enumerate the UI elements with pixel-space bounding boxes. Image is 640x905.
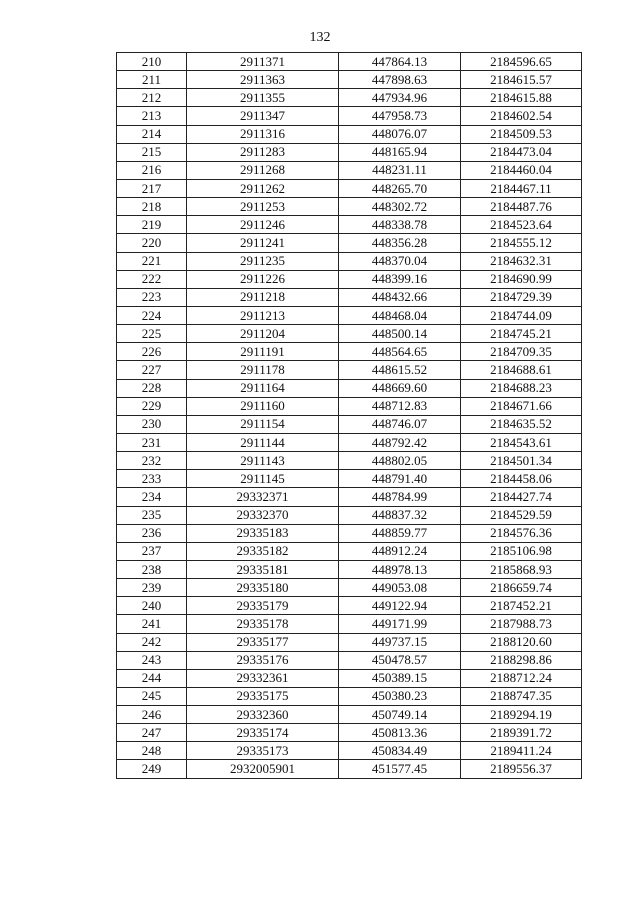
table-row [117, 706, 582, 724]
x-coordinate-cell: 450389.15 [339, 669, 461, 687]
y-coordinate-cell: 2187452.21 [461, 597, 582, 615]
row-number-cell: 239 [117, 579, 187, 597]
table-row [117, 597, 582, 615]
row-number-cell: 241 [117, 615, 187, 633]
row-number-cell: 216 [117, 161, 187, 179]
x-coordinate-cell: 447934.96 [339, 89, 461, 107]
x-coordinate-cell: 448564.65 [339, 343, 461, 361]
y-coordinate-cell: 2189391.72 [461, 724, 582, 742]
y-coordinate-cell: 2184709.35 [461, 343, 582, 361]
x-coordinate-cell: 448784.99 [339, 488, 461, 506]
y-coordinate-cell: 2184615.57 [461, 71, 582, 89]
coordinates-table-body [117, 53, 582, 779]
point-id-cell: 2911204 [187, 325, 339, 343]
table-row [117, 415, 582, 433]
point-id-cell: 29335177 [187, 633, 339, 651]
point-id-cell: 2911316 [187, 125, 339, 143]
row-number-cell: 238 [117, 560, 187, 578]
y-coordinate-cell: 2187988.73 [461, 615, 582, 633]
x-coordinate-cell: 448356.28 [339, 234, 461, 252]
point-id-cell: 2911145 [187, 470, 339, 488]
y-coordinate-cell: 2189294.19 [461, 706, 582, 724]
row-number-cell: 231 [117, 433, 187, 451]
row-number-cell: 249 [117, 760, 187, 778]
row-number-cell: 211 [117, 71, 187, 89]
row-number-cell: 247 [117, 724, 187, 742]
table-row [117, 760, 582, 778]
table-row [117, 506, 582, 524]
x-coordinate-cell: 448468.04 [339, 306, 461, 324]
x-coordinate-cell: 448338.78 [339, 216, 461, 234]
y-coordinate-cell: 2184632.31 [461, 252, 582, 270]
x-coordinate-cell: 448791.40 [339, 470, 461, 488]
point-id-cell: 29335180 [187, 579, 339, 597]
point-id-cell: 2911355 [187, 89, 339, 107]
table-row [117, 488, 582, 506]
y-coordinate-cell: 2184688.23 [461, 379, 582, 397]
table-row [117, 288, 582, 306]
point-id-cell: 2911144 [187, 433, 339, 451]
point-id-cell: 2911241 [187, 234, 339, 252]
x-coordinate-cell: 450813.36 [339, 724, 461, 742]
table-row [117, 397, 582, 415]
table-row [117, 71, 582, 89]
point-id-cell: 29335174 [187, 724, 339, 742]
row-number-cell: 213 [117, 107, 187, 125]
y-coordinate-cell: 2188712.24 [461, 669, 582, 687]
x-coordinate-cell: 448978.13 [339, 560, 461, 578]
row-number-cell: 234 [117, 488, 187, 506]
row-number-cell: 228 [117, 379, 187, 397]
y-coordinate-cell: 2184690.99 [461, 270, 582, 288]
y-coordinate-cell: 2184688.61 [461, 361, 582, 379]
table-row [117, 687, 582, 705]
row-number-cell: 245 [117, 687, 187, 705]
y-coordinate-cell: 2189411.24 [461, 742, 582, 760]
point-id-cell: 2911218 [187, 288, 339, 306]
x-coordinate-cell: 448302.72 [339, 198, 461, 216]
y-coordinate-cell: 2185868.93 [461, 560, 582, 578]
x-coordinate-cell: 448165.94 [339, 143, 461, 161]
coordinates-table [116, 52, 582, 779]
table-row [117, 216, 582, 234]
point-id-cell: 29335175 [187, 687, 339, 705]
table-row [117, 53, 582, 71]
x-coordinate-cell: 448615.52 [339, 361, 461, 379]
row-number-cell: 223 [117, 288, 187, 306]
table-row [117, 107, 582, 125]
y-coordinate-cell: 2184671.66 [461, 397, 582, 415]
table-row [117, 270, 582, 288]
row-number-cell: 210 [117, 53, 187, 71]
point-id-cell: 2911226 [187, 270, 339, 288]
x-coordinate-cell: 448792.42 [339, 433, 461, 451]
table-row [117, 651, 582, 669]
point-id-cell: 29335181 [187, 560, 339, 578]
x-coordinate-cell: 448231.11 [339, 161, 461, 179]
x-coordinate-cell: 448802.05 [339, 452, 461, 470]
point-id-cell: 2911235 [187, 252, 339, 270]
y-coordinate-cell: 2184615.88 [461, 89, 582, 107]
row-number-cell: 235 [117, 506, 187, 524]
point-id-cell: 29335182 [187, 542, 339, 560]
x-coordinate-cell: 448265.70 [339, 179, 461, 197]
row-number-cell: 225 [117, 325, 187, 343]
x-coordinate-cell: 449122.94 [339, 597, 461, 615]
point-id-cell: 29335173 [187, 742, 339, 760]
row-number-cell: 248 [117, 742, 187, 760]
row-number-cell: 233 [117, 470, 187, 488]
x-coordinate-cell: 448712.83 [339, 397, 461, 415]
y-coordinate-cell: 2184460.04 [461, 161, 582, 179]
x-coordinate-cell: 448912.24 [339, 542, 461, 560]
y-coordinate-cell: 2184487.76 [461, 198, 582, 216]
point-id-cell: 29332371 [187, 488, 339, 506]
row-number-cell: 244 [117, 669, 187, 687]
row-number-cell: 215 [117, 143, 187, 161]
x-coordinate-cell: 447898.63 [339, 71, 461, 89]
point-id-cell: 29332361 [187, 669, 339, 687]
y-coordinate-cell: 2184555.12 [461, 234, 582, 252]
row-number-cell: 219 [117, 216, 187, 234]
y-coordinate-cell: 2184576.36 [461, 524, 582, 542]
y-coordinate-cell: 2184602.54 [461, 107, 582, 125]
table-row [117, 361, 582, 379]
point-id-cell: 2911154 [187, 415, 339, 433]
table-row [117, 125, 582, 143]
table-row [117, 470, 582, 488]
row-number-cell: 222 [117, 270, 187, 288]
y-coordinate-cell: 2188120.60 [461, 633, 582, 651]
table-row [117, 433, 582, 451]
table-row [117, 161, 582, 179]
y-coordinate-cell: 2184427.74 [461, 488, 582, 506]
row-number-cell: 217 [117, 179, 187, 197]
point-id-cell: 2911363 [187, 71, 339, 89]
y-coordinate-cell: 2184467.11 [461, 179, 582, 197]
table-row [117, 89, 582, 107]
point-id-cell: 2911191 [187, 343, 339, 361]
y-coordinate-cell: 2186659.74 [461, 579, 582, 597]
y-coordinate-cell: 2184596.65 [461, 53, 582, 71]
point-id-cell: 2911164 [187, 379, 339, 397]
y-coordinate-cell: 2184458.06 [461, 470, 582, 488]
table-row [117, 179, 582, 197]
point-id-cell: 2911178 [187, 361, 339, 379]
point-id-cell: 29335179 [187, 597, 339, 615]
row-number-cell: 243 [117, 651, 187, 669]
x-coordinate-cell: 447864.13 [339, 53, 461, 71]
x-coordinate-cell: 448746.07 [339, 415, 461, 433]
y-coordinate-cell: 2184543.61 [461, 433, 582, 451]
x-coordinate-cell: 448432.66 [339, 288, 461, 306]
point-id-cell: 2911143 [187, 452, 339, 470]
table-row [117, 724, 582, 742]
table-row [117, 325, 582, 343]
point-id-cell: 2911246 [187, 216, 339, 234]
y-coordinate-cell: 2184744.09 [461, 306, 582, 324]
row-number-cell: 227 [117, 361, 187, 379]
table-row [117, 524, 582, 542]
y-coordinate-cell: 2184729.39 [461, 288, 582, 306]
y-coordinate-cell: 2184529.59 [461, 506, 582, 524]
table-row [117, 234, 582, 252]
point-id-cell: 2911213 [187, 306, 339, 324]
x-coordinate-cell: 448837.32 [339, 506, 461, 524]
row-number-cell: 212 [117, 89, 187, 107]
point-id-cell: 2911347 [187, 107, 339, 125]
x-coordinate-cell: 449053.08 [339, 579, 461, 597]
y-coordinate-cell: 2189556.37 [461, 760, 582, 778]
y-coordinate-cell: 2184635.52 [461, 415, 582, 433]
table-row [117, 615, 582, 633]
table-row [117, 252, 582, 270]
row-number-cell: 232 [117, 452, 187, 470]
row-number-cell: 226 [117, 343, 187, 361]
x-coordinate-cell: 448500.14 [339, 325, 461, 343]
row-number-cell: 242 [117, 633, 187, 651]
x-coordinate-cell: 450478.57 [339, 651, 461, 669]
row-number-cell: 237 [117, 542, 187, 560]
x-coordinate-cell: 449171.99 [339, 615, 461, 633]
point-id-cell: 2911253 [187, 198, 339, 216]
point-id-cell: 2911371 [187, 53, 339, 71]
table-row [117, 542, 582, 560]
row-number-cell: 246 [117, 706, 187, 724]
table-row [117, 742, 582, 760]
table-row [117, 579, 582, 597]
point-id-cell: 29332360 [187, 706, 339, 724]
row-number-cell: 229 [117, 397, 187, 415]
x-coordinate-cell: 449737.15 [339, 633, 461, 651]
y-coordinate-cell: 2184509.53 [461, 125, 582, 143]
table-row [117, 560, 582, 578]
row-number-cell: 224 [117, 306, 187, 324]
x-coordinate-cell: 451577.45 [339, 760, 461, 778]
point-id-cell: 2911160 [187, 397, 339, 415]
y-coordinate-cell: 2188298.86 [461, 651, 582, 669]
x-coordinate-cell: 450380.23 [339, 687, 461, 705]
table-row [117, 143, 582, 161]
table-row [117, 343, 582, 361]
x-coordinate-cell: 448669.60 [339, 379, 461, 397]
table-row [117, 379, 582, 397]
y-coordinate-cell: 2185106.98 [461, 542, 582, 560]
row-number-cell: 220 [117, 234, 187, 252]
table-row [117, 198, 582, 216]
x-coordinate-cell: 450834.49 [339, 742, 461, 760]
row-number-cell: 214 [117, 125, 187, 143]
point-id-cell: 29335183 [187, 524, 339, 542]
point-id-cell: 2911262 [187, 179, 339, 197]
point-id-cell: 29335176 [187, 651, 339, 669]
x-coordinate-cell: 447958.73 [339, 107, 461, 125]
point-id-cell: 29332370 [187, 506, 339, 524]
page-number: 132 [309, 30, 331, 45]
row-number-cell: 240 [117, 597, 187, 615]
row-number-cell: 230 [117, 415, 187, 433]
point-id-cell: 2911268 [187, 161, 339, 179]
x-coordinate-cell: 450749.14 [339, 706, 461, 724]
y-coordinate-cell: 2184473.04 [461, 143, 582, 161]
table-row [117, 633, 582, 651]
y-coordinate-cell: 2184523.64 [461, 216, 582, 234]
x-coordinate-cell: 448370.04 [339, 252, 461, 270]
point-id-cell: 29335178 [187, 615, 339, 633]
x-coordinate-cell: 448399.16 [339, 270, 461, 288]
x-coordinate-cell: 448076.07 [339, 125, 461, 143]
row-number-cell: 236 [117, 524, 187, 542]
table-row [117, 306, 582, 324]
point-id-cell: 2932005901 [187, 760, 339, 778]
table-row [117, 452, 582, 470]
y-coordinate-cell: 2188747.35 [461, 687, 582, 705]
row-number-cell: 218 [117, 198, 187, 216]
y-coordinate-cell: 2184745.21 [461, 325, 582, 343]
x-coordinate-cell: 448859.77 [339, 524, 461, 542]
table-row [117, 669, 582, 687]
point-id-cell: 2911283 [187, 143, 339, 161]
y-coordinate-cell: 2184501.34 [461, 452, 582, 470]
row-number-cell: 221 [117, 252, 187, 270]
